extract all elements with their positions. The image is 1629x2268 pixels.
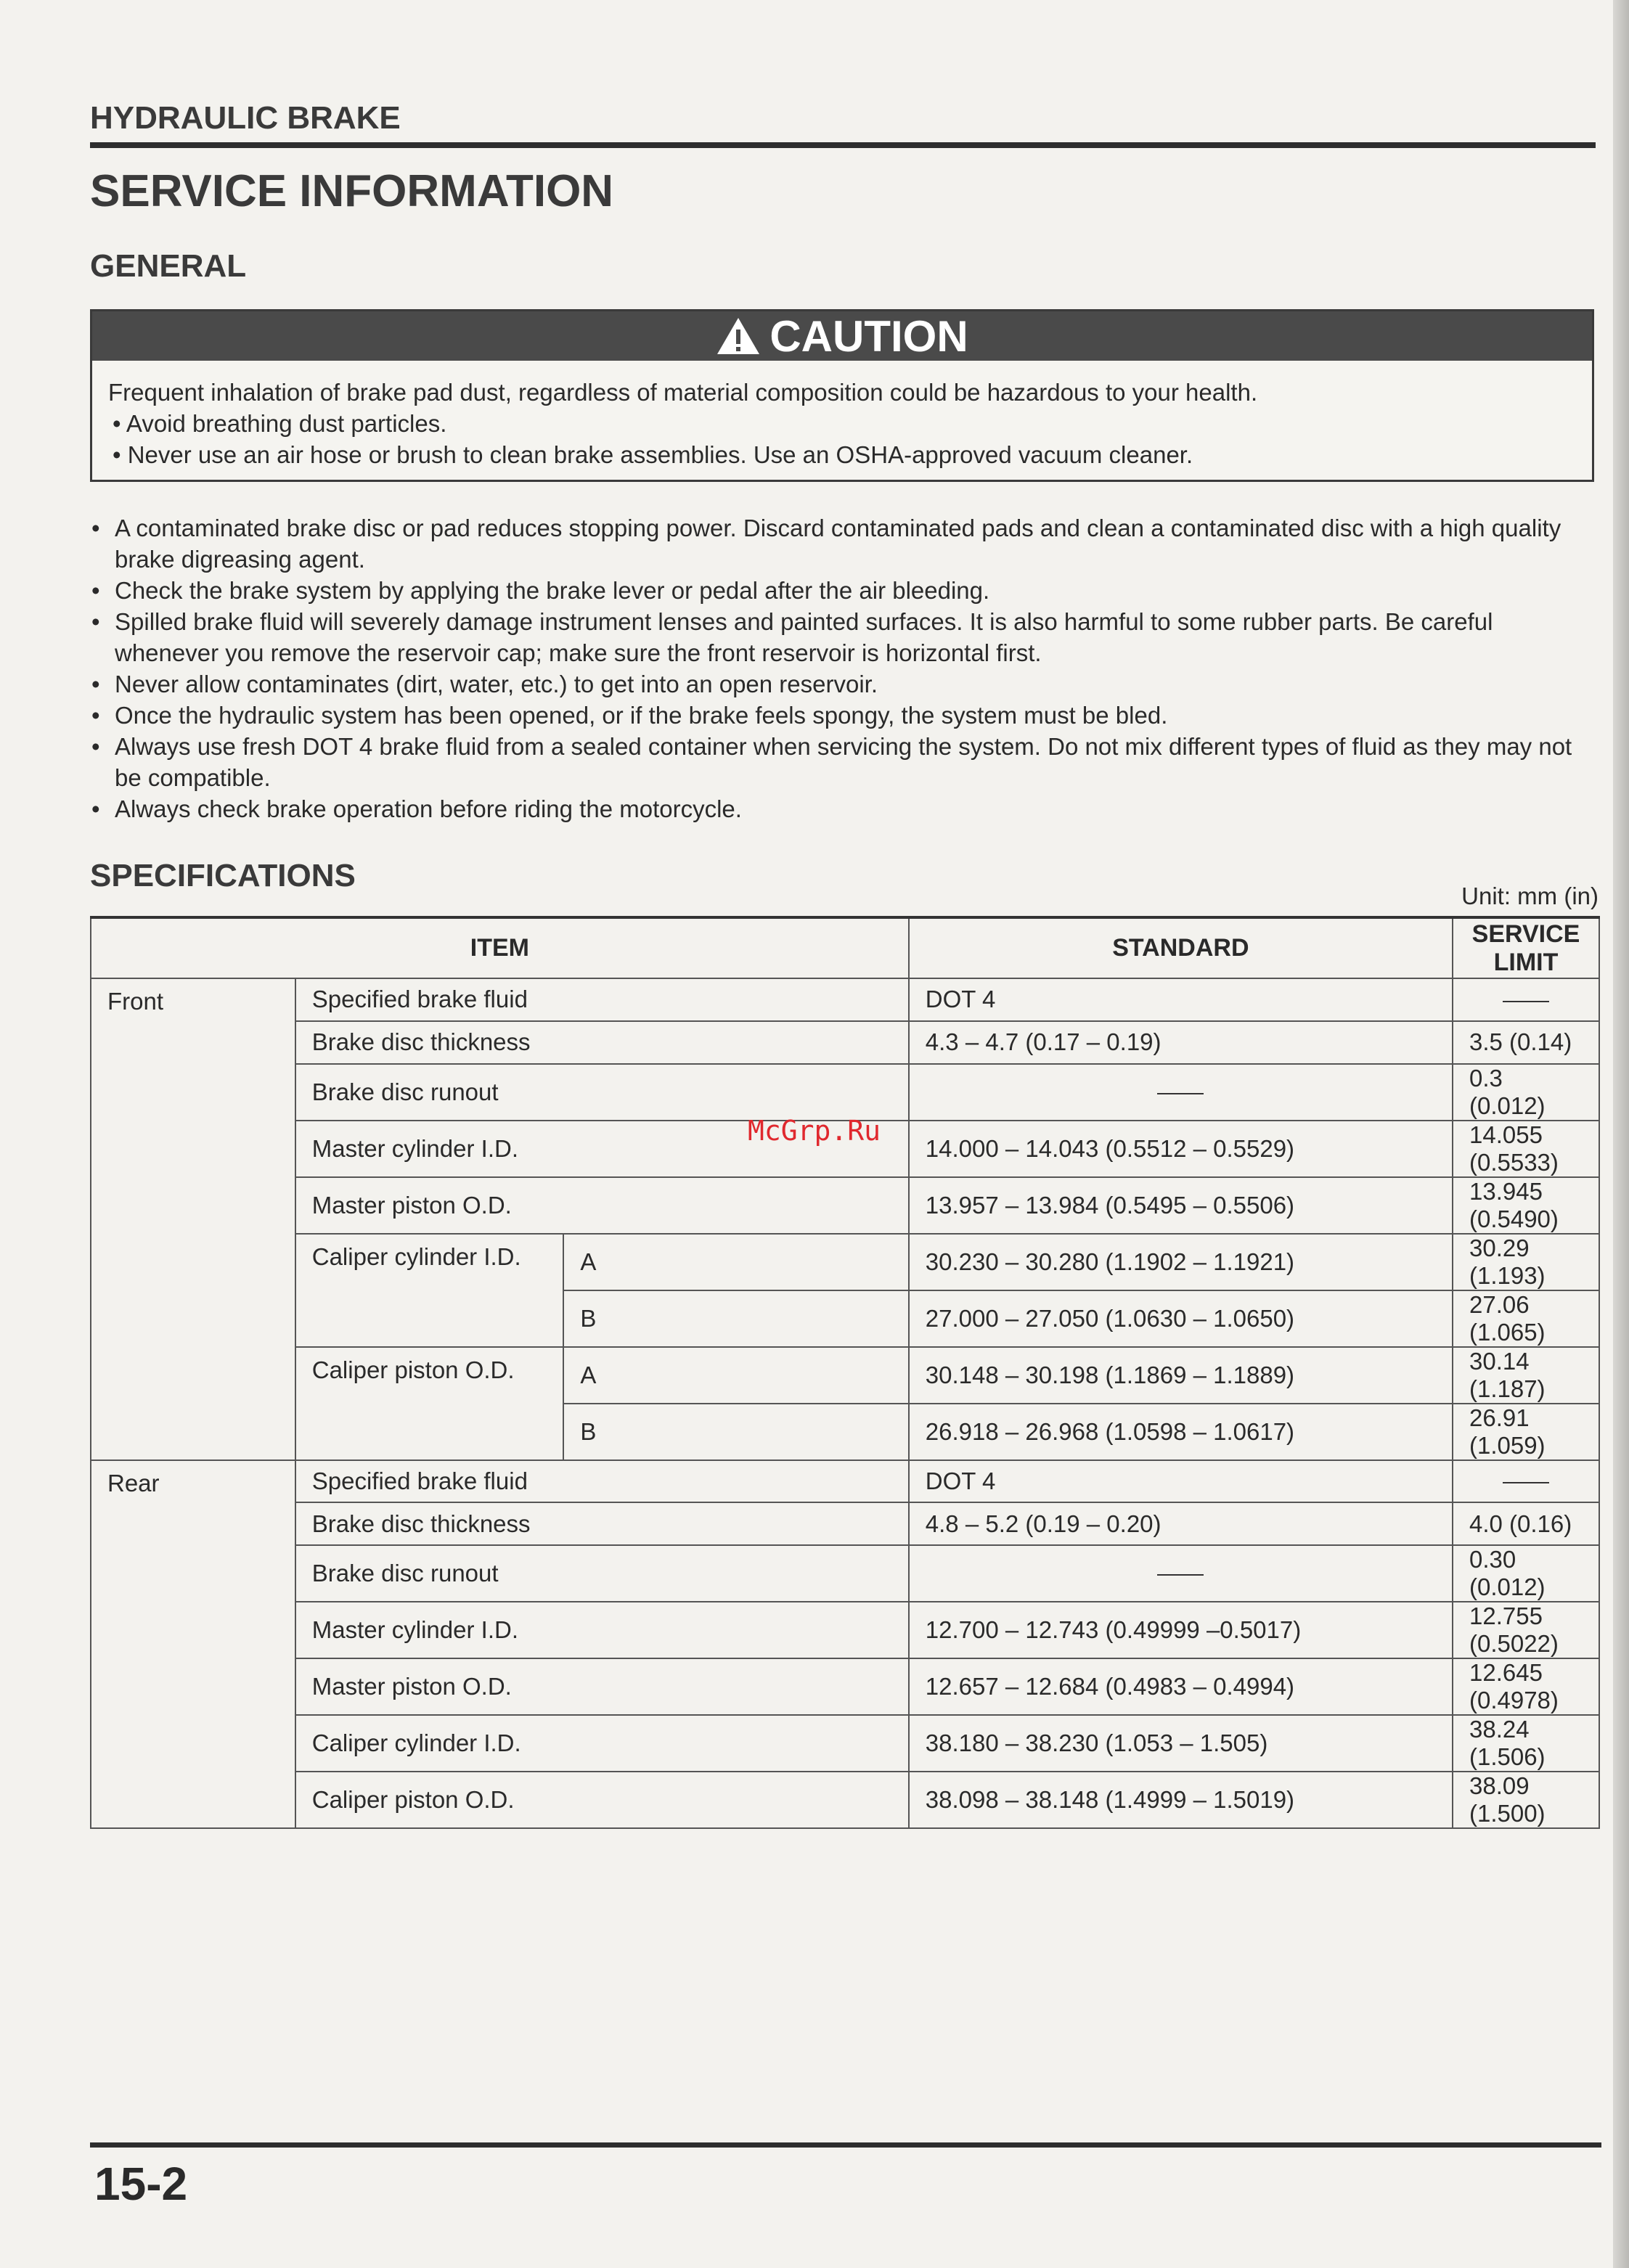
caution-bar <box>92 311 1592 361</box>
general-heading: GENERAL <box>90 248 247 284</box>
sub-item-cell: B <box>563 1404 908 1460</box>
sub-item-cell: A <box>563 1234 908 1290</box>
note-item: • Always use fresh DOT 4 brake fluid from a sealed container when servicing the system. Do not mix different types of fluid as they may not be compatible. <box>90 731 1600 793</box>
table-row <box>91 1064 1599 1121</box>
watermark: McGrp.Ru <box>748 1115 881 1147</box>
page-title: SERVICE INFORMATION <box>90 166 614 216</box>
table-header-row <box>91 917 1599 978</box>
column-header-item: ITEM <box>91 917 909 978</box>
dash-mark <box>1157 1093 1204 1094</box>
limit-cell: 30.14 (1.187) <box>1453 1347 1599 1404</box>
item-cell: Caliper piston O.D. <box>295 1772 909 1828</box>
item-cell: Caliper cylinder I.D. <box>295 1234 564 1347</box>
location-rear: Rear <box>91 1460 295 1829</box>
item-cell: Brake disc runout <box>295 1545 909 1602</box>
limit-cell: 12.755 (0.5022) <box>1453 1602 1599 1658</box>
item-cell: Brake disc thickness <box>295 1502 909 1545</box>
sub-item-cell: A <box>563 1347 908 1404</box>
limit-cell: 38.09 (1.500) <box>1453 1772 1599 1828</box>
note-item: • Never allow contaminates (dirt, water, etc.) to get into an open reservoir. <box>90 668 1600 700</box>
limit-cell: 13.945 (0.5490) <box>1453 1177 1599 1234</box>
note-item: • Spilled brake fluid will severely damage instrument lenses and painted surfaces. It is also harmful to some rubber parts. Be careful whenever you remove the reservoir cap; make sure the front reservoir is horizontal first. <box>90 606 1600 668</box>
limit-cell: 0.3 (0.012) <box>1453 1064 1599 1121</box>
table-row <box>91 1658 1599 1715</box>
note-item: • Once the hydraulic system has been opened, or if the brake feels spongy, the system must be bled. <box>90 700 1600 731</box>
standard-cell: 12.657 – 12.684 (0.4983 – 0.4994) <box>909 1658 1453 1715</box>
table-row <box>91 1177 1599 1234</box>
limit-cell: 3.5 (0.14) <box>1453 1021 1599 1064</box>
dash-mark <box>1503 1482 1549 1483</box>
standard-cell: 27.000 – 27.050 (1.0630 – 1.0650) <box>909 1290 1453 1347</box>
sub-item-cell: B <box>563 1290 908 1347</box>
table-row <box>91 1545 1599 1602</box>
note-item: • Check the brake system by applying the brake lever or pedal after the air bleeding. <box>90 575 1600 606</box>
specifications-table <box>90 916 1600 1829</box>
footer-rule <box>90 2142 1601 2148</box>
item-cell: Master piston O.D. <box>295 1177 909 1234</box>
header-rule <box>90 142 1596 148</box>
standard-cell: 13.957 – 13.984 (0.5495 – 0.5506) <box>909 1177 1453 1234</box>
standard-cell: 12.700 – 12.743 (0.49999 –0.5017) <box>909 1602 1453 1658</box>
standard-cell: DOT 4 <box>909 1460 1453 1503</box>
limit-cell: 30.29 (1.193) <box>1453 1234 1599 1290</box>
limit-cell: 0.30 (0.012) <box>1453 1545 1599 1602</box>
standard-cell-empty <box>909 1064 1453 1121</box>
item-cell: Caliper piston O.D. <box>295 1347 564 1460</box>
page-number: 15-2 <box>94 2158 188 2210</box>
item-cell: Master cylinder I.D. <box>295 1602 909 1658</box>
limit-cell: 4.0 (0.16) <box>1453 1502 1599 1545</box>
page-edge-shadow <box>1613 0 1629 2268</box>
standard-cell: 30.230 – 30.280 (1.1902 – 1.1921) <box>909 1234 1453 1290</box>
item-cell: Master piston O.D. <box>295 1658 909 1715</box>
standard-cell: 30.148 – 30.198 (1.1869 – 1.1889) <box>909 1347 1453 1404</box>
table-row <box>91 1715 1599 1772</box>
dash-mark <box>1157 1574 1204 1576</box>
limit-cell: 14.055 (0.5533) <box>1453 1121 1599 1177</box>
table-row <box>91 1772 1599 1828</box>
standard-cell: 4.3 – 4.7 (0.17 – 0.19) <box>909 1021 1453 1064</box>
location-front: Front <box>91 978 295 1460</box>
standard-cell: 38.180 – 38.230 (1.053 – 1.505) <box>909 1715 1453 1772</box>
item-cell: Master cylinder I.D. <box>295 1121 909 1177</box>
standard-cell: 14.000 – 14.043 (0.5512 – 0.5529) <box>909 1121 1453 1177</box>
unit-label: Unit: mm (in) <box>1461 883 1599 909</box>
caution-bullet: • Never use an air hose or brush to clean brake assemblies. Use an OSHA-approved vacuum cleaner. <box>113 441 1193 468</box>
specifications-heading: SPECIFICATIONS <box>90 858 356 893</box>
general-notes-list <box>90 512 1600 824</box>
limit-cell-empty <box>1453 978 1599 1021</box>
standard-cell: 4.8 – 5.2 (0.19 – 0.20) <box>909 1502 1453 1545</box>
column-header-service-limit: SERVICE LIMIT <box>1453 917 1599 978</box>
caution-body <box>92 361 1592 470</box>
limit-cell-empty <box>1453 1460 1599 1503</box>
caution-bullet: • Avoid breathing dust particles. <box>113 410 447 437</box>
limit-cell: 27.06 (1.065) <box>1453 1290 1599 1347</box>
caution-box <box>90 309 1594 482</box>
limit-cell: 12.645 (0.4978) <box>1453 1658 1599 1715</box>
section-header: HYDRAULIC BRAKE <box>90 100 401 136</box>
caution-label: CAUTION <box>769 311 968 361</box>
dash-mark <box>1503 1001 1549 1002</box>
table-row <box>91 1502 1599 1545</box>
caution-text: Frequent inhalation of brake pad dust, regardless of material composition could be hazardous to your health. <box>108 379 1258 406</box>
item-cell: Specified brake fluid <box>295 1460 909 1503</box>
note-item: • A contaminated brake disc or pad reduces stopping power. Discard contaminated pads and clean a contaminated disc with a high quality brake digreasing agent. <box>90 512 1600 575</box>
item-cell: Brake disc thickness <box>295 1021 909 1064</box>
standard-cell: 26.918 – 26.968 (1.0598 – 1.0617) <box>909 1404 1453 1460</box>
table-row <box>91 978 1599 1021</box>
item-cell: Specified brake fluid <box>295 978 909 1021</box>
table-row <box>91 1021 1599 1064</box>
warning-triangle-icon <box>716 316 761 356</box>
table-row <box>91 1347 1599 1404</box>
item-cell: Caliper cylinder I.D. <box>295 1715 909 1772</box>
table-row <box>91 1234 1599 1290</box>
standard-cell-empty <box>909 1545 1453 1602</box>
limit-cell: 26.91 (1.059) <box>1453 1404 1599 1460</box>
item-cell: Brake disc runout <box>295 1064 909 1121</box>
limit-cell: 38.24 (1.506) <box>1453 1715 1599 1772</box>
table-row <box>91 1602 1599 1658</box>
standard-cell: DOT 4 <box>909 978 1453 1021</box>
note-item: • Always check brake operation before riding the motorcycle. <box>90 793 1600 824</box>
column-header-standard: STANDARD <box>909 917 1453 978</box>
table-row <box>91 1460 1599 1503</box>
standard-cell: 38.098 – 38.148 (1.4999 – 1.5019) <box>909 1772 1453 1828</box>
